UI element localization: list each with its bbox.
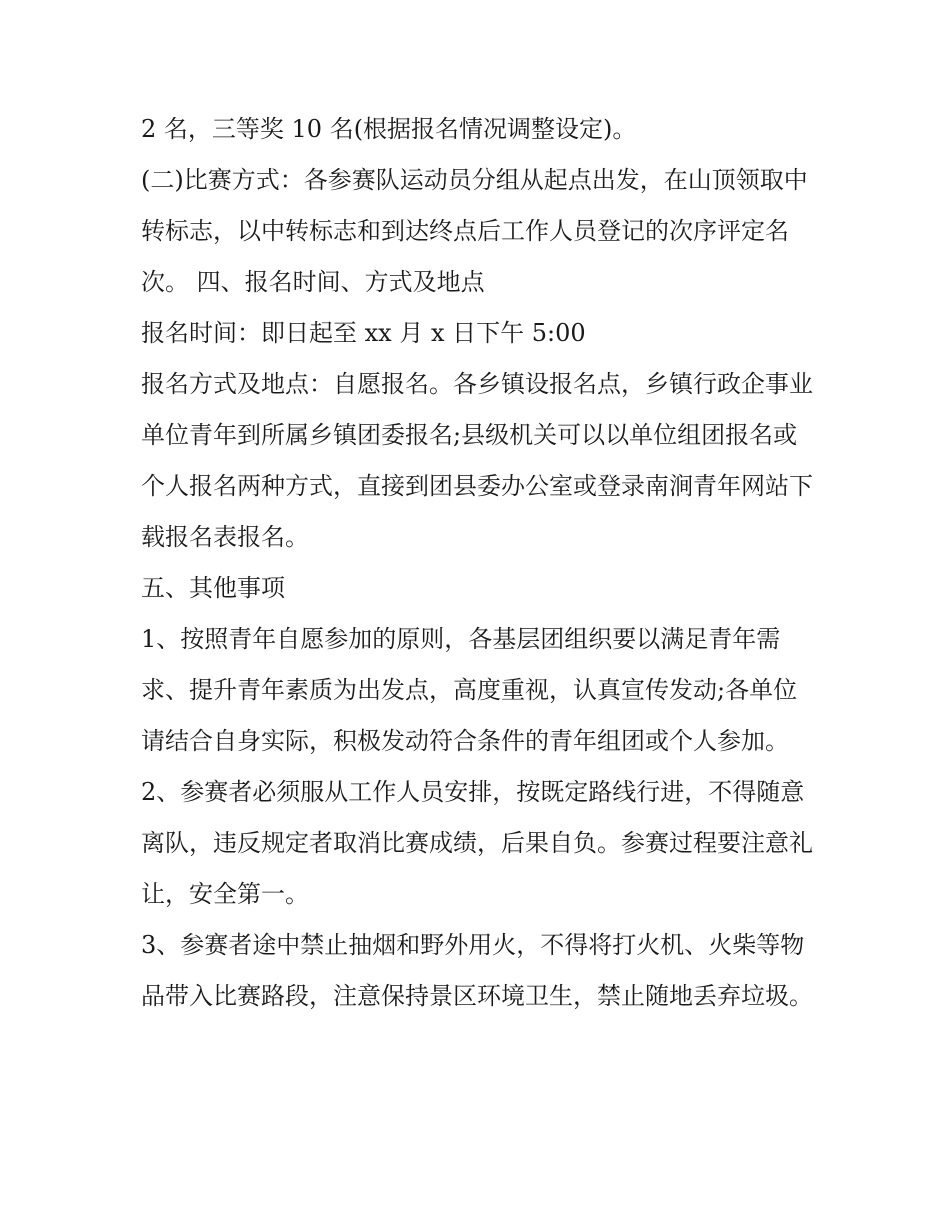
- document-body: [141, 104, 821, 1022]
- paragraph-competition-format: (二)比赛方式：各参赛队运动员分组从起点出发，在山顶领取中转标志，以中转标志和到达终点后工作人员登记的次序评定名次。 四、报名时间、方式及地点: [141, 166, 808, 296]
- paragraph-item-2: 2、参赛者必须服从工作人员安排，按既定路线行进，不得随意离队，违反规定者取消比赛成绩，后果自负。参赛过程要注意礼让，安全第一。: [141, 778, 813, 908]
- paragraph-item-3: 3、参赛者途中禁止抽烟和野外用火，不得将打火机、火柴等物品带入比赛路段，注意保持景区环境卫生，禁止随地丢弃垃圾。: [141, 931, 813, 1010]
- paragraph-registration-method: 报名方式及地点：自愿报名。各乡镇设报名点，乡镇行政企事业单位青年到所属乡镇团委报名;县级机关可以以单位组团报名或个人报名两种方式，直接到团县委办公室或登录南涧青年网站下载报名表报名。: [141, 370, 813, 551]
- paragraph-item-1: 1、按照青年自愿参加的原则，各基层团组织要以满足青年需求、提升青年素质为出发点，高度重视，认真宣传发动;各单位请结合自身实际，积极发动符合条件的青年组团或个人参加。: [141, 625, 798, 755]
- section-heading-other-matters: 五、其他事项: [141, 574, 285, 602]
- paragraph-award-continuation: 2 名，三等奖 10 名(根据报名情况调整设定)。: [141, 115, 637, 143]
- paragraph-registration-time: 报名时间：即日起至 xx 月 x 日下午 5:00: [141, 319, 586, 347]
